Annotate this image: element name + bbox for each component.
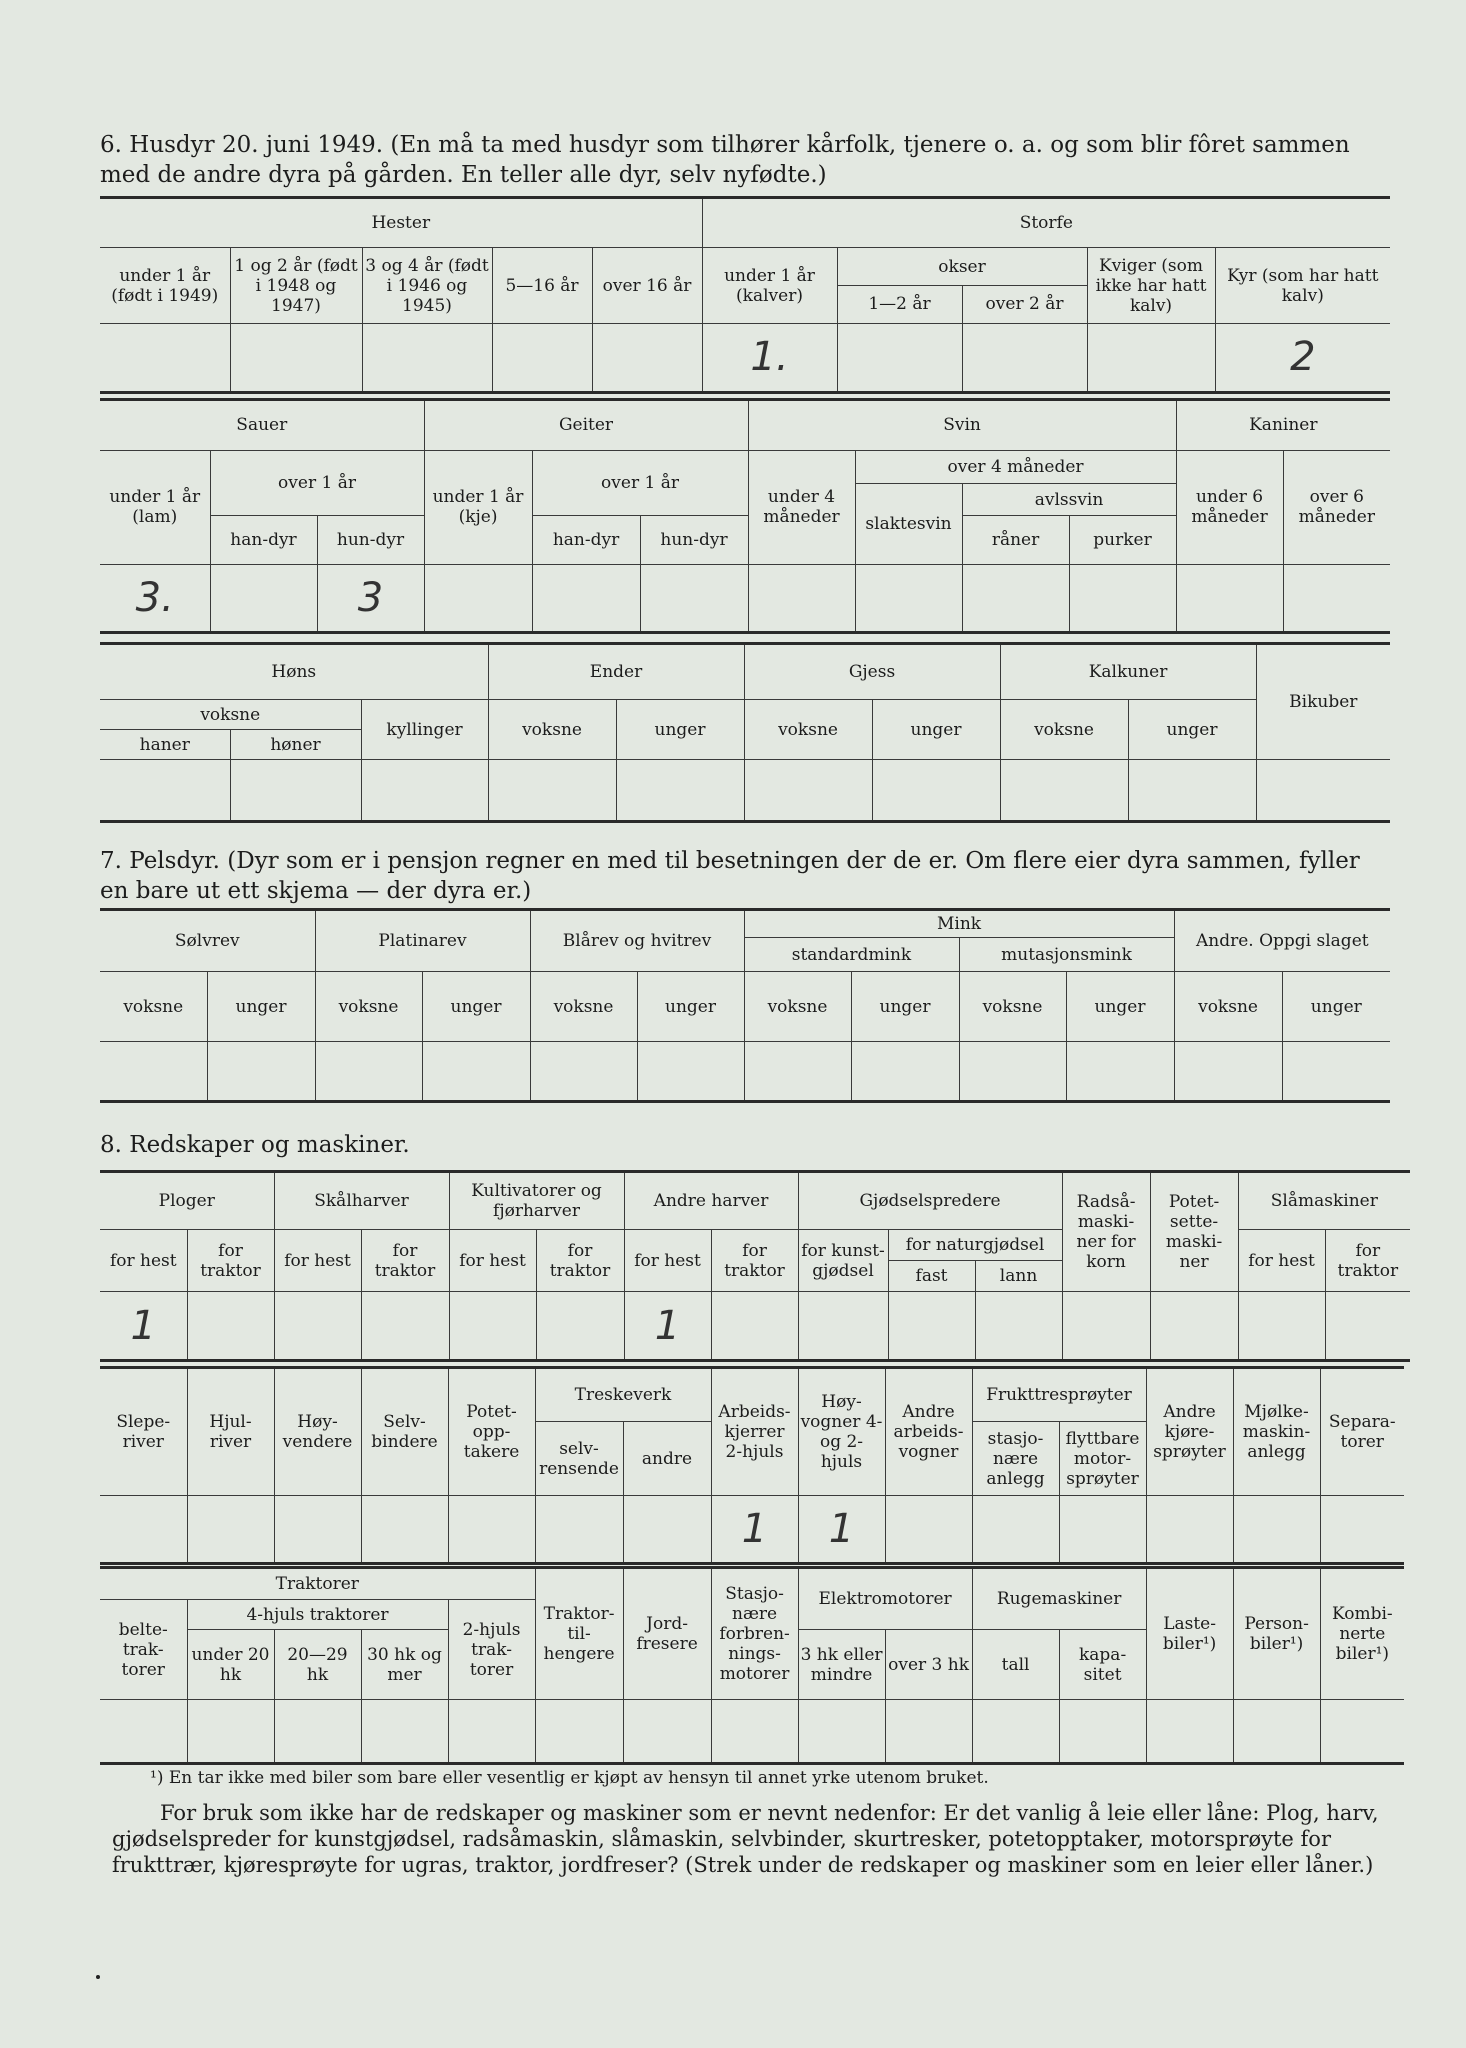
incubator-capacity: kapa-sitet — [1059, 1630, 1146, 1700]
entry-cell[interactable] — [315, 1042, 422, 1102]
adult-label: voksne — [530, 972, 637, 1042]
horses-over16: over 16 år — [592, 248, 702, 323]
incubator-count: tall — [972, 1630, 1059, 1700]
entry-cell[interactable] — [1256, 760, 1390, 822]
pigs-under4: under 4 måneder — [748, 450, 855, 564]
entry-cell[interactable] — [972, 1700, 1059, 1764]
rotavators-header: Jord-fresere — [623, 1568, 711, 1700]
entry-cell[interactable] — [535, 1700, 623, 1764]
entry-cell[interactable] — [362, 323, 492, 392]
harrow-horse-value[interactable]: 1 — [624, 1292, 711, 1361]
solid-manure: fast — [888, 1261, 975, 1292]
over-3hp: over 3 hk — [885, 1630, 972, 1700]
entry-cell[interactable] — [449, 1292, 536, 1361]
slaughter-pigs: slaktesvin — [855, 483, 962, 564]
cows-value[interactable]: 2 — [1215, 323, 1390, 392]
for-horse: for hest — [100, 1230, 187, 1292]
boars: råner — [962, 516, 1069, 564]
lambs-header: under 1 år (lam) — [100, 450, 210, 564]
hay-wagons-value[interactable]: 1 — [798, 1496, 885, 1564]
geese-adult: voksne — [744, 700, 872, 760]
goats-header: Geiter — [424, 400, 748, 451]
for-tractor: for traktor — [536, 1230, 624, 1292]
horses-cattle-table — [100, 196, 1390, 394]
pigs-over4: over 4 måneder — [855, 450, 1176, 483]
entry-cell[interactable] — [361, 1496, 448, 1564]
entry-cell[interactable] — [1233, 1496, 1320, 1564]
cows-header: Kyr (som har hatt kalv) — [1215, 248, 1390, 323]
for-tractor: for traktor — [711, 1230, 798, 1292]
entry-cell[interactable] — [798, 1700, 885, 1764]
entry-cell[interactable] — [640, 564, 748, 632]
platinum-fox-header: Platinarev — [315, 910, 530, 972]
entry-cell[interactable] — [361, 1292, 449, 1361]
entry-cell[interactable] — [1000, 760, 1128, 822]
entry-cell[interactable] — [972, 1496, 1059, 1564]
wheel-rakes-header: Hjul-river — [187, 1368, 274, 1496]
lambs-value[interactable]: 3. — [100, 564, 210, 632]
entry-cell[interactable] — [187, 1496, 274, 1564]
adult-label: voksne — [959, 972, 1066, 1042]
incubators-header: Rugemaskiner — [972, 1568, 1146, 1630]
young-label: unger — [637, 972, 744, 1042]
entry-cell[interactable] — [100, 1496, 187, 1564]
rakes-header: Slepe-river — [100, 1368, 187, 1496]
for-horse: for hest — [624, 1230, 711, 1292]
entry-cell[interactable] — [1059, 1700, 1146, 1764]
30hp-plus: 30 hk og mer — [361, 1630, 448, 1700]
ink-dot — [96, 1975, 100, 1979]
field-sprayers-header: Andre kjøre-sprøyter — [1146, 1368, 1233, 1496]
horses-under1: under 1 år (født i 1949) — [100, 248, 230, 323]
entry-cell[interactable] — [274, 1496, 361, 1564]
hay-wagons-header: Høy-vogner 4- og 2-hjuls — [798, 1368, 885, 1496]
carts-header: Arbeids-kjerrer 2-hjuls — [711, 1368, 798, 1496]
20-29hp: 20—29 hk — [274, 1630, 361, 1700]
entry-cell[interactable] — [530, 1042, 637, 1102]
goats-male: han-dyr — [532, 516, 640, 564]
entry-cell[interactable] — [962, 564, 1069, 632]
other-harrows-header: Andre harver — [624, 1172, 798, 1230]
blue-fox-header: Blårev og hvitrev — [530, 910, 744, 972]
entry-cell[interactable] — [274, 1700, 361, 1764]
entry-cell[interactable] — [488, 760, 616, 822]
entry-cell[interactable] — [748, 564, 855, 632]
entry-cell[interactable] — [885, 1496, 972, 1564]
potato-diggers-header: Potet-opp-takere — [448, 1368, 535, 1496]
crawler-tractors: belte-trak-torer — [100, 1600, 187, 1700]
3hp-or-less: 3 hk eller mindre — [798, 1630, 885, 1700]
entry-cell[interactable] — [1062, 1292, 1150, 1361]
chickens-header: kyllinger — [361, 700, 488, 760]
entry-cell[interactable] — [959, 1042, 1066, 1102]
entry-cell[interactable] — [100, 760, 230, 822]
binders-header: Selv-bindere — [361, 1368, 448, 1496]
breeding-pigs: avlssvin — [962, 483, 1176, 516]
entry-cell[interactable] — [187, 1292, 274, 1361]
separators-header: Separa-torer — [1320, 1368, 1404, 1496]
entry-cell[interactable] — [637, 1042, 744, 1102]
horses-3-4: 3 og 4 år (født i 1946 og 1945) — [362, 248, 492, 323]
goats-over1: over 1 år — [532, 450, 748, 516]
liquid-manure: lann — [975, 1261, 1062, 1292]
combined-vehicles-header: Kombi-nerte biler¹) — [1320, 1568, 1404, 1700]
young-label: unger — [207, 972, 315, 1042]
goats-female: hun-dyr — [640, 516, 748, 564]
entry-cell[interactable] — [1320, 1496, 1404, 1564]
roosters: haner — [100, 730, 230, 760]
for-horse: for hest — [274, 1230, 361, 1292]
sheep-female: hun-dyr — [317, 516, 424, 564]
milking-machines-header: Mjølke-maskin-anlegg — [1233, 1368, 1320, 1496]
entry-cell[interactable] — [711, 1700, 798, 1764]
trucks-header: Laste-biler¹) — [1146, 1568, 1233, 1700]
natural-fertilizer: for naturgjødsel — [888, 1230, 1062, 1261]
entry-cell[interactable] — [1174, 1042, 1282, 1102]
fruit-sprayers-header: Frukttresprøyter — [972, 1368, 1146, 1422]
electric-motors-header: Elektromotorer — [798, 1568, 972, 1630]
turkeys-young: unger — [1128, 700, 1256, 760]
mutation-mink: mutasjonsmink — [959, 938, 1174, 972]
entry-cell[interactable] — [536, 1292, 624, 1361]
entry-cell[interactable] — [975, 1292, 1062, 1361]
beehives-header: Bikuber — [1256, 644, 1390, 760]
for-tractor: for traktor — [361, 1230, 449, 1292]
entry-cell[interactable] — [230, 760, 361, 822]
two-wheel-tractors: 2-hjuls trak-torer — [448, 1600, 535, 1700]
entry-cell[interactable] — [187, 1700, 274, 1764]
rabbits-over6: over 6 måneder — [1283, 450, 1390, 564]
entry-cell[interactable] — [424, 564, 532, 632]
hay-turners-header: Høy-vendere — [274, 1368, 361, 1496]
sows: purker — [1069, 516, 1176, 564]
silver-fox-header: Sølvrev — [100, 910, 315, 972]
entry-cell[interactable] — [1233, 1700, 1320, 1764]
entry-cell[interactable] — [744, 760, 872, 822]
entry-cell[interactable] — [535, 1496, 623, 1564]
entry-cell[interactable] — [872, 760, 1000, 822]
entry-cell[interactable] — [744, 1042, 851, 1102]
entry-cell[interactable] — [1146, 1496, 1233, 1564]
entry-cell[interactable] — [1059, 1496, 1146, 1564]
entry-cell[interactable] — [361, 760, 488, 822]
turkeys-adult: voksne — [1000, 700, 1128, 760]
entry-cell[interactable] — [962, 323, 1087, 392]
entry-cell[interactable] — [448, 1700, 535, 1764]
geese-young: unger — [872, 700, 1000, 760]
young-label: unger — [1282, 972, 1390, 1042]
geese-header: Gjess — [744, 644, 1000, 700]
entry-cell[interactable] — [1238, 1292, 1325, 1361]
seed-drills-header: Radså-maski-ner for korn — [1062, 1172, 1150, 1292]
heifers-header: Kviger (som ikke har hatt kalv) — [1087, 248, 1215, 323]
plough-horse-value[interactable]: 1 — [100, 1292, 187, 1361]
entry-cell[interactable] — [1320, 1700, 1404, 1764]
for-tractor: for traktor — [1325, 1230, 1410, 1292]
fur-animals-table — [100, 908, 1390, 1103]
bulls-over2: over 2 år — [962, 286, 1087, 324]
four-wheel-tractors: 4-hjuls traktorer — [187, 1600, 448, 1630]
footnote: ¹) En tar ikke med biler som bare eller vesentlig er kjøpt av hensyn til annet yrke utenom bruket. — [150, 1768, 989, 1788]
tractors-table — [100, 1566, 1404, 1765]
tractor-trailers-header: Traktor-til-hengere — [535, 1568, 623, 1700]
horses-1-2: 1 og 2 år (født i 1948 og 1947) — [230, 248, 362, 323]
entry-cell[interactable] — [798, 1292, 888, 1361]
spreaders-header: Gjødselspredere — [798, 1172, 1062, 1230]
entry-cell[interactable] — [448, 1496, 535, 1564]
artificial-fertilizer: for kunst-gjødsel — [798, 1230, 888, 1292]
entry-cell[interactable] — [210, 564, 317, 632]
standard-mink: standardmink — [744, 938, 959, 972]
calves-header: under 1 år (kalver) — [702, 248, 837, 323]
kids-header: under 1 år (kje) — [424, 450, 532, 564]
entry-cell[interactable] — [616, 760, 744, 822]
disc-harrows-header: Skålharver — [274, 1172, 449, 1230]
tools-table-1 — [100, 1170, 1410, 1362]
entry-cell[interactable] — [1128, 760, 1256, 822]
entry-cell[interactable] — [837, 323, 962, 392]
entry-cell[interactable] — [1146, 1700, 1233, 1764]
entry-cell[interactable] — [492, 323, 592, 392]
mink-header: Mink — [744, 910, 1174, 938]
entry-cell[interactable] — [100, 323, 230, 392]
bulls-header: okser — [837, 248, 1087, 286]
rabbits-under6: under 6 måneder — [1176, 450, 1283, 564]
entry-cell[interactable] — [100, 1700, 187, 1764]
entry-cell[interactable] — [1069, 564, 1176, 632]
ducks-young: unger — [616, 700, 744, 760]
young-label: unger — [422, 972, 530, 1042]
carts-value[interactable]: 1 — [711, 1496, 798, 1564]
entry-cell[interactable] — [1283, 564, 1390, 632]
entry-cell[interactable] — [885, 1700, 972, 1764]
mobile-sprayers: flyttbare motor-sprøyter — [1059, 1422, 1146, 1496]
entry-cell[interactable] — [851, 1042, 959, 1102]
hens-adult: voksne — [100, 700, 361, 730]
section-8-heading: 8. Redskaper og maskiner. — [100, 1132, 410, 1158]
sheep-female-value[interactable]: 3 — [317, 564, 424, 632]
adult-label: voksne — [100, 972, 207, 1042]
ploughs-header: Ploger — [100, 1172, 274, 1230]
closing-paragraph: For bruk som ikke har de redskaper og maskiner som er nevnt nedenfor: Er det vanlig å leie eller låne: Plog, harv, gjødselspreder for kunstgjødsel, radsåmaskin, slåmaskin, selvbinder, skurtresker, potetopptaker, motorsprøyte for frukttrær, kjøresprøyte for ugras, traktor, jordfreser? (Strek under de redskaper og maskiner som en leier eller låner.) — [112, 1801, 1379, 1877]
calves-value[interactable]: 1. — [702, 323, 837, 392]
threshers-header: Treskeverk — [535, 1368, 711, 1422]
horses-header: Hester — [100, 198, 702, 248]
entry-cell[interactable] — [711, 1292, 798, 1361]
poultry-table — [100, 642, 1390, 823]
stationary-sprayers: stasjo-nære anlegg — [972, 1422, 1059, 1496]
young-label: unger — [851, 972, 959, 1042]
young-label: unger — [1066, 972, 1174, 1042]
entry-cell[interactable] — [888, 1292, 975, 1361]
pigs-header: Svin — [748, 400, 1176, 451]
for-horse: for hest — [1238, 1230, 1325, 1292]
entry-cell[interactable] — [1325, 1292, 1410, 1361]
section-6-heading: 6. Husdyr 20. juni 1949. (En må ta med husdyr som tilhører kårfolk, tjenere o. a. og som blir fôret sammen med de andre dyra på gården. En teller alle dyr, selv nyfødte.) — [100, 132, 1350, 188]
entry-cell[interactable] — [1150, 1292, 1238, 1361]
combustion-engines-header: Stasjo-nære forbren-nings-motorer — [711, 1568, 798, 1700]
sheep-male: han-dyr — [210, 516, 317, 564]
entry-cell[interactable] — [1176, 564, 1283, 632]
entry-cell[interactable] — [100, 1042, 207, 1102]
cars-header: Person-biler¹) — [1233, 1568, 1320, 1700]
bulls-1-2: 1—2 år — [837, 286, 962, 324]
entry-cell[interactable] — [592, 323, 702, 392]
for-tractor: for traktor — [187, 1230, 274, 1292]
ducks-header: Ender — [488, 644, 744, 700]
entry-cell[interactable] — [274, 1292, 361, 1361]
self-cleaning: selv-rensende — [535, 1422, 623, 1496]
potato-planters-header: Potet-sette-maski-ner — [1150, 1172, 1238, 1292]
for-horse: for hest — [449, 1230, 536, 1292]
hens-female: høner — [230, 730, 361, 760]
cattle-header: Storfe — [702, 198, 1390, 248]
entry-cell[interactable] — [623, 1700, 711, 1764]
section-7-heading: 7. Pelsdyr. (Dyr som er i pensjon regner en med til besetningen der de er. Om flere eier dyra sammen, fyller en bare ut ett skjema — der dyra er.) — [100, 848, 1360, 904]
other-fur-header: Andre. Oppgi slaget — [1174, 910, 1390, 972]
entry-cell[interactable] — [1066, 1042, 1174, 1102]
mowers-header: Slåmaskiner — [1238, 1172, 1410, 1230]
other-threshers: andre — [623, 1422, 711, 1496]
adult-label: voksne — [1174, 972, 1282, 1042]
sheep-header: Sauer — [100, 400, 424, 451]
rabbits-header: Kaniner — [1176, 400, 1390, 451]
entry-cell[interactable] — [1087, 323, 1215, 392]
entry-cell[interactable] — [623, 1496, 711, 1564]
entry-cell[interactable] — [855, 564, 962, 632]
tools-table-2 — [100, 1366, 1404, 1565]
adult-label: voksne — [315, 972, 422, 1042]
adult-label: voksne — [744, 972, 851, 1042]
entry-cell[interactable] — [207, 1042, 315, 1102]
sheep-over1: over 1 år — [210, 450, 424, 516]
entry-cell[interactable] — [422, 1042, 530, 1102]
under-20hp: under 20 hk — [187, 1630, 274, 1700]
hens-header: Høns — [100, 644, 488, 700]
tractors-header: Traktorer — [100, 1568, 535, 1600]
horses-5-16: 5—16 år — [492, 248, 592, 323]
ducks-adult: voksne — [488, 700, 616, 760]
entry-cell[interactable] — [361, 1700, 448, 1764]
entry-cell[interactable] — [1282, 1042, 1390, 1102]
entry-cell[interactable] — [532, 564, 640, 632]
turkeys-header: Kalkuner — [1000, 644, 1256, 700]
sheep-goats-pigs-table — [100, 398, 1390, 634]
entry-cell[interactable] — [230, 323, 362, 392]
cultivators-header: Kultivatorer og fjørharver — [449, 1172, 624, 1230]
work-wagons-header: Andre arbeids-vogner — [885, 1368, 972, 1496]
